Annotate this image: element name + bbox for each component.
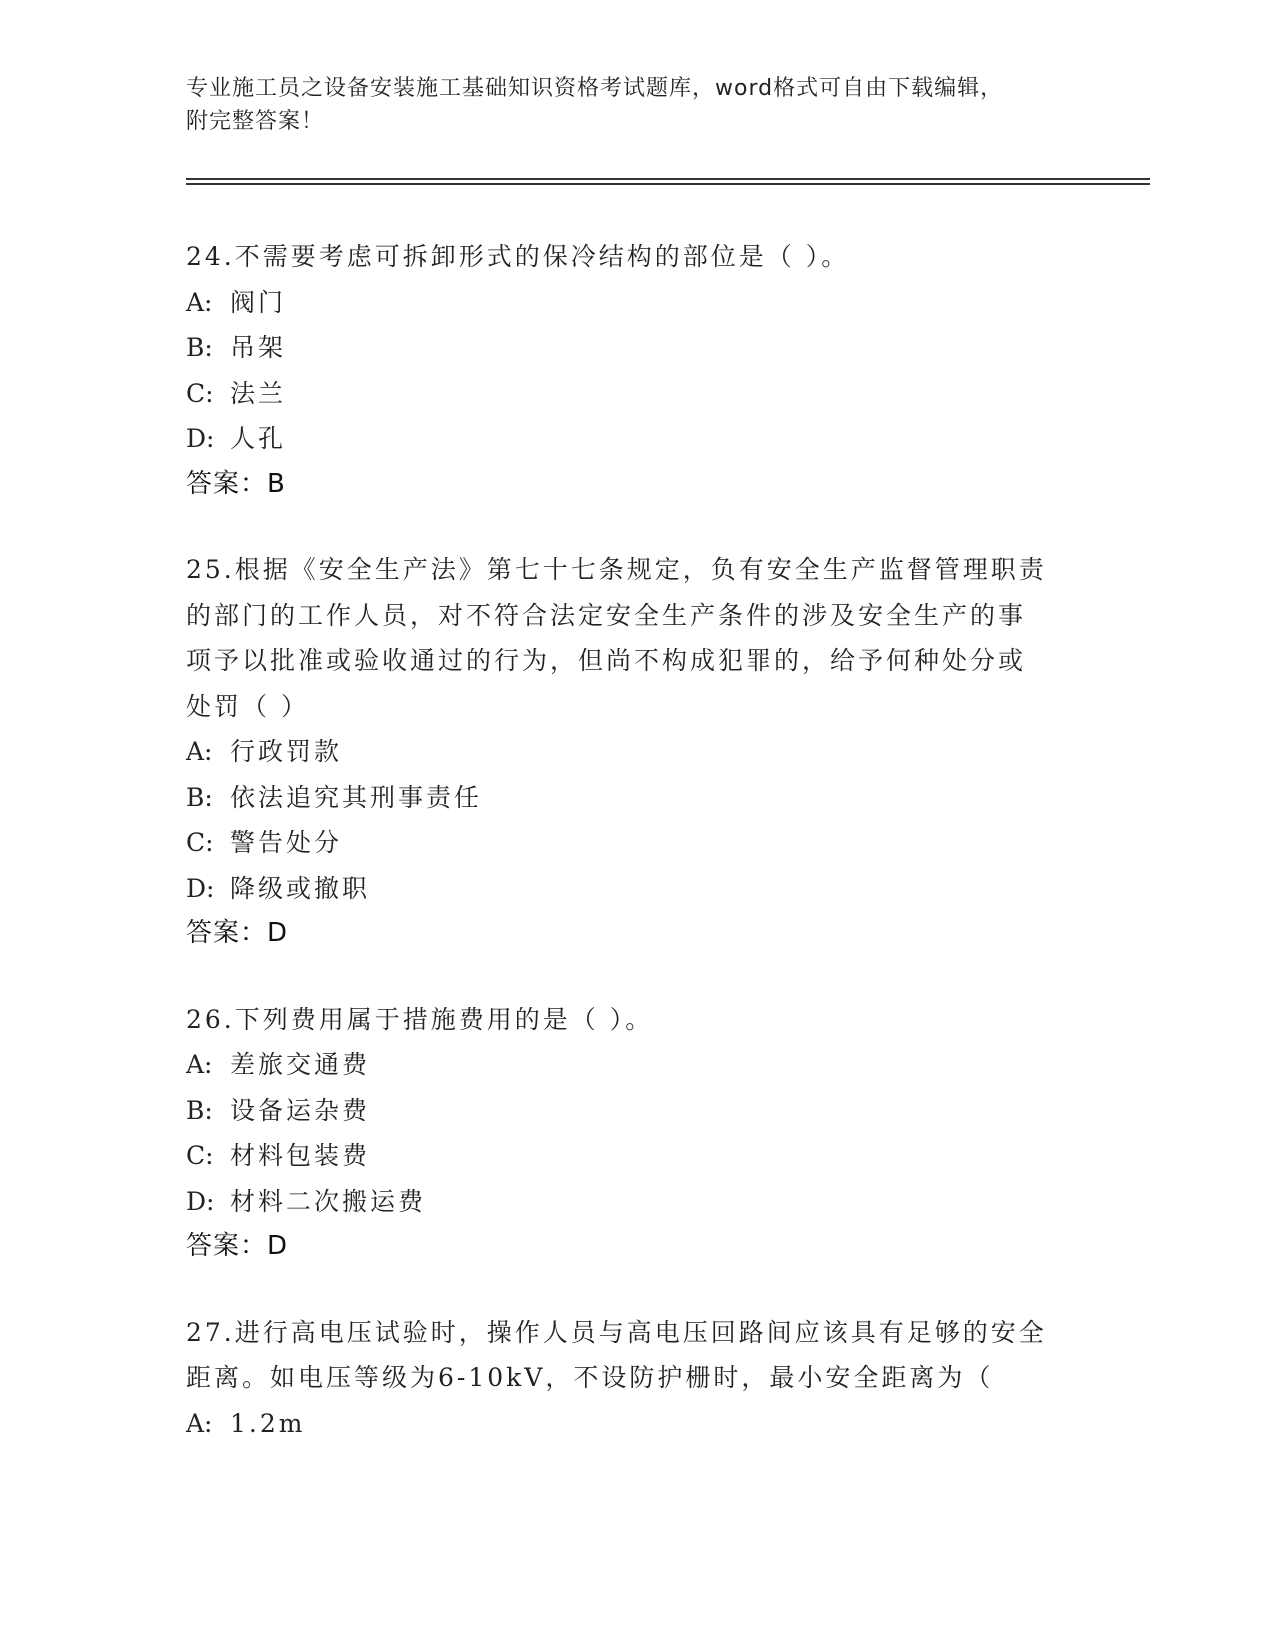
question-stem-line: 的部门的工作人员，对不符合法定安全生产条件的涉及安全生产的事 [186, 600, 1027, 630]
option-letter: D: [186, 1186, 215, 1216]
question-list [186, 234, 1086, 1486]
option-letter: A: [186, 1050, 213, 1079]
option-a [186, 1401, 1086, 1447]
option-letter: D: [186, 424, 215, 453]
option-letter: C: [186, 1141, 214, 1170]
option-letter: A: [186, 1408, 213, 1438]
question-stem: 26.下列费用属于措施费用的是（ ）。 [186, 1004, 654, 1034]
option-letter: B: [186, 333, 213, 362]
option-text: 法兰 [230, 378, 287, 408]
question-stem: 24.不需要考虑可拆卸形式的保冷结构的部位是（ ）。 [186, 242, 850, 271]
answer-label: 答案：B [186, 468, 286, 499]
option-text: 设备运杂费 [230, 1095, 371, 1125]
answer-label: 答案：D [186, 1231, 289, 1261]
option-text: 差旅交通费 [230, 1050, 371, 1079]
header-line-2: 附完整答案！ [186, 109, 325, 134]
option-c [186, 1133, 1086, 1179]
option-letter: B: [186, 782, 213, 812]
option-d [186, 416, 1086, 462]
question-stem-line: 处罚（ ） [186, 691, 309, 721]
option-c [186, 371, 1086, 417]
option-text: 依法追究其刑事责任 [230, 782, 483, 812]
option-text: 警告处分 [230, 828, 343, 857]
option-letter: C: [186, 828, 214, 857]
option-text: 材料包装费 [230, 1141, 371, 1170]
option-letter: B: [186, 1095, 213, 1125]
option-b [186, 775, 1086, 821]
question-stem-line: 27.进行高电压试验时，操作人员与高电压回路间应该具有足够的安全 [186, 1317, 1047, 1347]
question-stem-line: 项予以批准或验收通过的行为，但尚不构成犯罪的，给予何种处分或 [186, 646, 1027, 675]
option-b [186, 1088, 1086, 1134]
header-divider-bottom [186, 183, 1150, 185]
question-stem-line: 距离。如电压等级为6-10kV，不设防护栅时，最小安全距离为（ [186, 1363, 994, 1392]
option-text: 降级或撤职 [230, 873, 371, 903]
option-text: 行政罚款 [230, 737, 343, 766]
option-d [186, 866, 1086, 912]
option-letter: A: [186, 287, 213, 317]
header-line-1: 专业施工员之设备安装施工基础知识资格考试题库，word格式可自由下载编辑， [186, 76, 1004, 101]
option-text: 吊架 [230, 333, 287, 362]
option-a [186, 729, 1086, 775]
option-a [186, 1042, 1086, 1088]
option-a [186, 280, 1086, 326]
option-d [186, 1179, 1086, 1225]
option-text: 阀门 [230, 287, 287, 317]
question-24 [186, 234, 1086, 507]
answer-label: 答案：D [186, 918, 289, 948]
question-27 [186, 1310, 1086, 1447]
question-26 [186, 997, 1086, 1270]
option-letter: D: [186, 873, 215, 903]
question-stem-line: 25.根据《安全生产法》第七十七条规定，负有安全生产监督管理职责 [186, 555, 1047, 584]
option-text: 1.2m [230, 1408, 306, 1438]
option-letter: A: [186, 737, 213, 766]
option-letter: C: [186, 378, 214, 408]
question-25 [186, 547, 1086, 957]
option-b [186, 325, 1086, 371]
header-divider-top [186, 178, 1150, 180]
document-header [186, 72, 1086, 138]
option-text: 材料二次搬运费 [230, 1186, 427, 1216]
option-c [186, 820, 1086, 866]
option-text: 人孔 [230, 424, 287, 453]
